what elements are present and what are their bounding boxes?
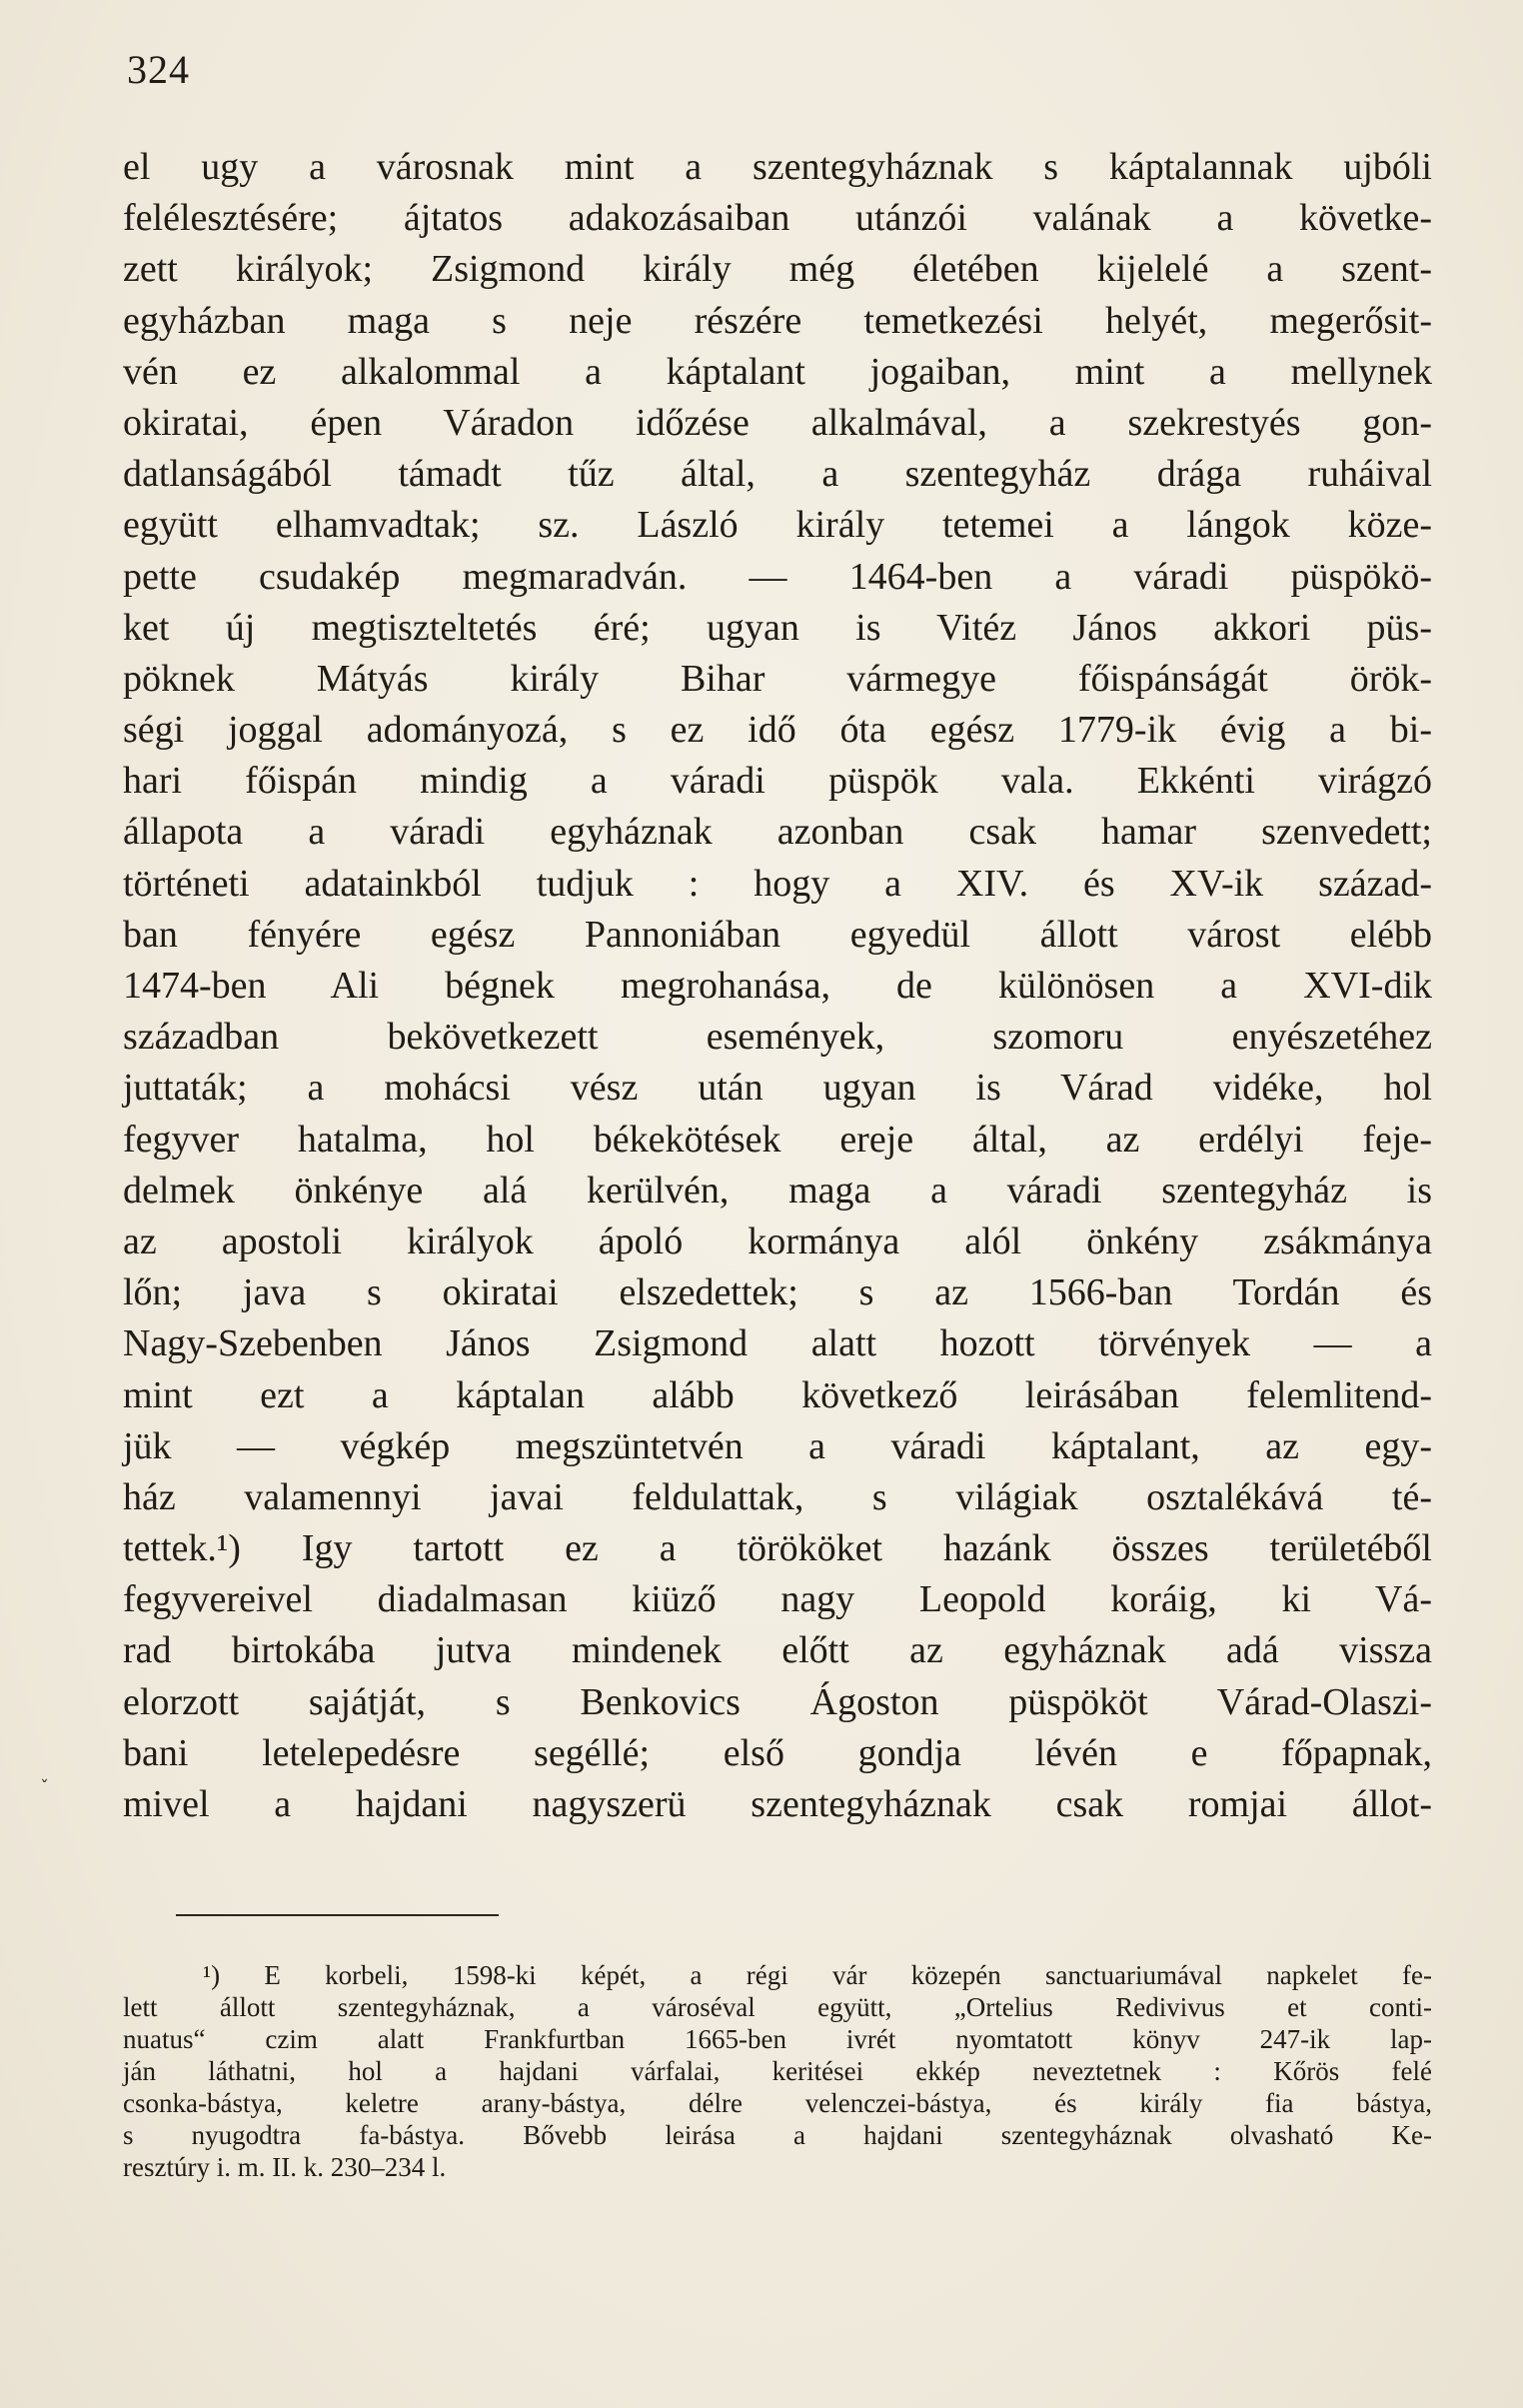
body-line: datlanságából támadt tűz által, a szentegyház drága ruháival [123,453,1432,496]
body-line: pette csudakép megmaradván. — 1464-ben a váradi püspökö- [123,555,1432,598]
footnote-line: s nyugodtra fa-bástya. Bővebb leirása a hajdani szentegyháznak olvasható Ke- [123,2120,1432,2150]
body-line: elorzott sajátját, s Benkovics Ágoston püspököt Várad-Olaszi- [123,1680,1432,1723]
body-line: fegyver hatalma, hol békekötések ereje által, az erdélyi feje- [123,1118,1432,1161]
footnote-line: csonka-bástya, keletre arany-bástya, délre velenczei-bástya, és király fia bástya, [123,2088,1432,2118]
body-line: 1474-ben Ali bégnek megrohanása, de különösen a XVI-dik [123,965,1432,1007]
body-line: lőn; java s okiratai elszedettek; s az 1566-ban Tordán és [123,1271,1432,1314]
body-line: zett királyok; Zsigmond király még életében kijelelé a szent- [123,248,1432,291]
body-line: vén ez alkalommal a káptalant jogaiban, mint a mellynek [123,350,1432,393]
body-line: bani letelepedésre segéllé; első gondja lévén e főpapnak, [123,1731,1432,1774]
body-line: rad birtokába jutva mindenek előtt az egyháznak adá vissza [123,1629,1432,1672]
footnote-line: resztúry i. m. II. k. 230–234 l. [123,2152,447,2182]
footnote-divider [176,1914,499,1916]
body-line: mivel a hajdani nagyszerü szentegyháznak csak romjai állot- [123,1783,1432,1825]
body-line: ház valamennyi javai feldulattak, s világiak osztalékává té- [123,1475,1432,1518]
body-line: együtt elhamvadtak; sz. László király tetemei a lángok köze- [123,504,1432,547]
page-number: 324 [127,47,190,92]
body-line: állapota a váradi egyháznak azonban csak hamar szenvedett; [123,811,1432,854]
body-line: fegyvereivel diadalmasan kiüző nagy Leopold koráig, ki Vá- [123,1578,1432,1621]
body-line: hari főispán mindig a váradi püspök vala. Ekkénti virágzó [123,760,1432,803]
footnote-line: lett állott szentegyháznak, a városéval együtt, „Ortelius Redivivus et conti- [123,1992,1432,2022]
body-line: egyházban maga s neje részére temetkezési helyét, megerősit- [123,299,1432,342]
body-line: okiratai, épen Váradon időzése alkalmával, a szekrestyés gon- [123,401,1432,444]
footnote-line: nuatus“ czim alatt Frankfurtban 1665-ben ivrét nyomtatott könyv 247-ik lap- [123,2024,1432,2054]
body-line: ket új megtiszteltetés éré; ugyan is Vitéz János akkori püs- [123,606,1432,649]
body-line: jük — végkép megszüntetvén a váradi káptalant, az egy- [123,1424,1432,1467]
body-line: ban fényére egész Pannoniában egyedül állott várost elébb [123,913,1432,956]
body-line: delmek önkénye alá kerülvén, maga a váradi szentegyház is [123,1169,1432,1211]
footnote-line: ¹) E korbeli, 1598-ki képét, a régi vár közepén sanctuariumával napkelet fe- [203,1960,1432,1990]
body-line: pöknek Mátyás király Bihar vármegye főispánságát örök- [123,657,1432,700]
body-line: tettek.¹) Igy tartott ez a törököket hazánk összes területéből [123,1527,1432,1570]
footnote-line: ján láthatni, hol a hajdani várfalai, keritései ekkép neveztetnek : Kőrös felé [123,2056,1432,2086]
body-line: mint ezt a káptalan alább következő leirásában felemlitend- [123,1373,1432,1416]
footnotes [123,1959,1432,2183]
body-line: juttaták; a mohácsi vész után ugyan is Várad vidéke, hol [123,1067,1432,1110]
margin-mark: ˇ [40,1777,49,1798]
body-line: felélesztésére; ájtatos adakozásaiban utánzói valának a követke- [123,197,1432,240]
body-line: században bekövetkezett események, szomoru enyészetéhez [123,1016,1432,1059]
body-line: el ugy a városnak mint a szentegyháznak s káptalannak ujbóli [123,146,1432,188]
body-line: Nagy-Szebenben János Zsigmond alatt hozott törvények — a [123,1322,1432,1365]
body-line: az apostoli királyok ápoló kormánya alól önkény zsákmánya [123,1219,1432,1262]
body-text [123,142,1432,1830]
body-line: történeti adatainkból tudjuk : hogy a XIV. és XV-ik század- [123,862,1432,905]
body-line: ségi joggal adományozá, s ez idő óta egész 1779-ik évig a bi- [123,709,1432,752]
